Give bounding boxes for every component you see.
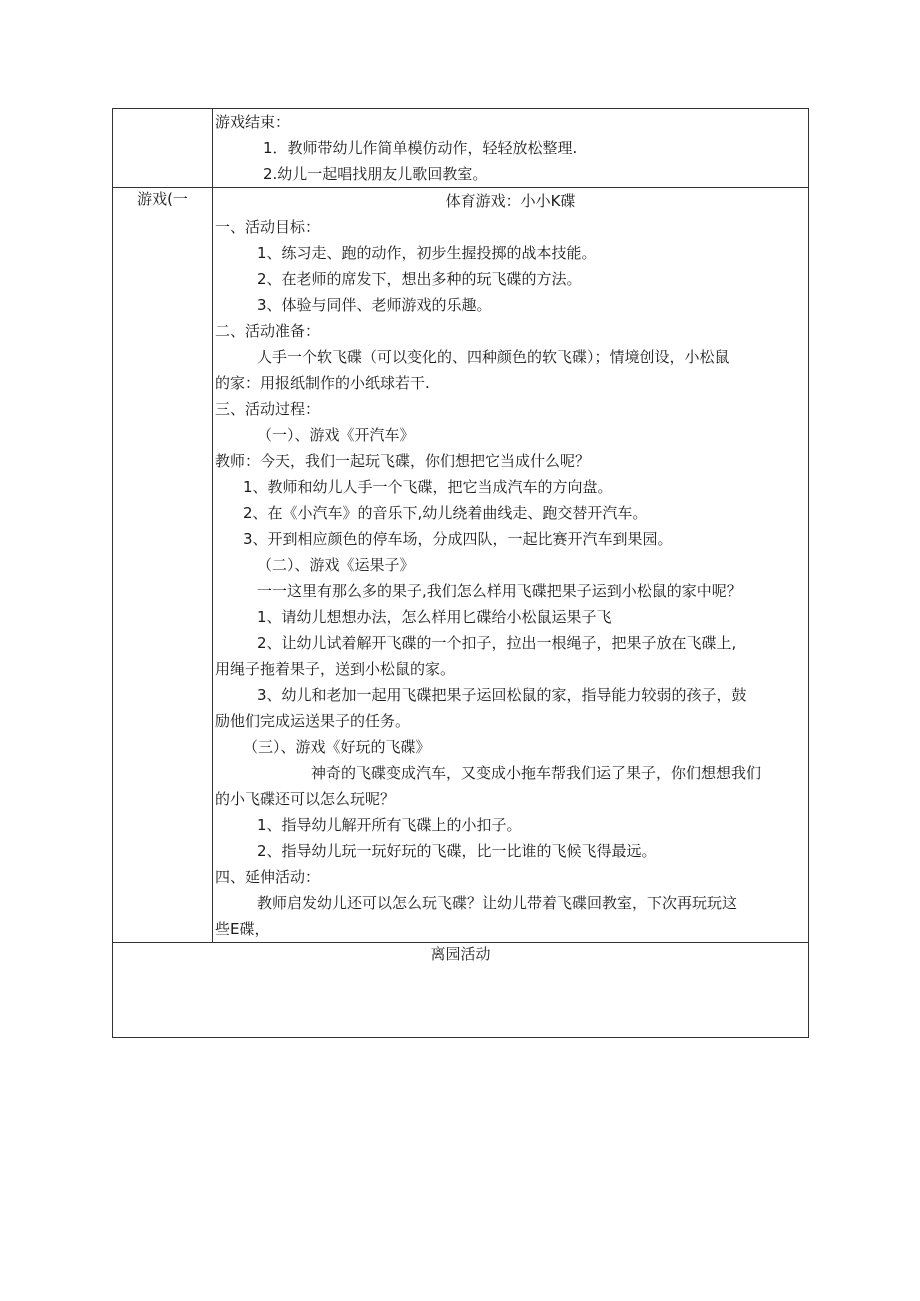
paragraph-line: 的家：用报纸制作的小纸球若干.: [215, 374, 430, 392]
departure-activity-label: 离园活动: [430, 945, 491, 963]
list-item: 2、指导幼儿玩一玩好玩的飞碟，比一比谁的飞候飞得最远。: [257, 842, 657, 860]
section-heading: 一、活动目标：: [215, 218, 321, 236]
game-one-label: 游戏(一: [137, 190, 188, 208]
activity-title: 体育游戏：小小K碟: [445, 192, 576, 210]
paragraph-line: 的小飞碟还可以怎么玩呢？: [215, 790, 396, 808]
list-item: 3、幼儿和老加一起用飞碟把果子运回松鼠的家，指导能力较弱的孩子，鼓: [257, 686, 747, 704]
list-item: 2、在《小汽车》的音乐下,幼儿绕着曲线走、跑交替开汽车。: [243, 504, 648, 522]
list-item: 2、让幼儿试着解开飞碟的一个扣子，拉出一根绳子，把果子放在飞碟上,: [257, 634, 737, 652]
paragraph-line: 励他们完成运送果子的任务。: [215, 712, 411, 730]
paragraph-line: 神奇的飞碟变成汽车，又变成小拖车帮我们运了果子，你们想想我们: [311, 764, 762, 782]
row2-content-cell: [213, 188, 809, 943]
table-row-game-end: [113, 109, 809, 188]
list-item: 3、体验与同伴、老师游戏的乐趣。: [257, 296, 492, 314]
row2-label-cell: [113, 188, 213, 943]
game-end-heading: 游戏结束：: [215, 113, 291, 131]
list-item: 1、指导幼儿解开所有飞碟上的小扣子。: [257, 816, 522, 834]
row3-cell: [113, 943, 809, 1038]
list-item: 1、请幼儿想想办法，怎么样用匕碟给小松鼠运果子飞: [257, 608, 612, 626]
list-item: 1、教师和幼儿人手一个飞碟，把它当成汽车的方向盘。: [243, 478, 613, 496]
list-item: 3、开到相应颜色的停车场，分成四队，一起比赛开汽车到果园。: [243, 530, 673, 548]
subsection-heading: （三）、游戏《好玩的飞碟》: [243, 738, 431, 756]
table-row-game-one: [113, 188, 809, 943]
paragraph-line: 教师：今天，我们一起玩飞碟，你们想把它当成什么呢？: [215, 452, 591, 470]
section-heading: 三、活动过程：: [215, 400, 321, 418]
paragraph-line: 人手一个软飞碟（可以变化的、四种颜色的软飞碟）；情境创设，小松鼠: [257, 348, 730, 366]
paragraph-line: 一一这里有那么多的果子,我们怎么样用飞碟把果子运到小松鼠的家中呢？: [257, 582, 742, 600]
list-item: 2、在老师的席发下，想出多种的玩飞碟的方法。: [257, 270, 582, 288]
row1-label-cell: [113, 109, 213, 188]
table-row-departure: [113, 943, 809, 1038]
game-end-item-2: 2.幼儿一起唱找朋友儿歌回教室。: [263, 165, 488, 183]
paragraph-line: 教师启发幼儿还可以怎么玩飞碟？让幼儿带着飞碟回教室，下次再玩玩这: [257, 894, 738, 912]
subsection-heading: （二）、游戏《运果子》: [257, 556, 415, 574]
paragraph-line: 些E碟，: [215, 920, 270, 938]
lesson-plan-table: [112, 108, 809, 1038]
subsection-heading: （一）、游戏《开汽车》: [257, 426, 415, 444]
list-item: 1、练习走、跑的动作，初步生握投掷的战本技能。: [257, 244, 597, 262]
game-end-item-1: 1．教师带幼儿作简单模仿动作，轻轻放松整理.: [263, 139, 578, 157]
paragraph-line: 用绳子拖着果子，送到小松鼠的家。: [215, 660, 456, 678]
section-heading: 四、延伸活动：: [215, 868, 321, 886]
row1-content-cell: [213, 109, 809, 188]
section-heading: 二、活动准备：: [215, 322, 321, 340]
